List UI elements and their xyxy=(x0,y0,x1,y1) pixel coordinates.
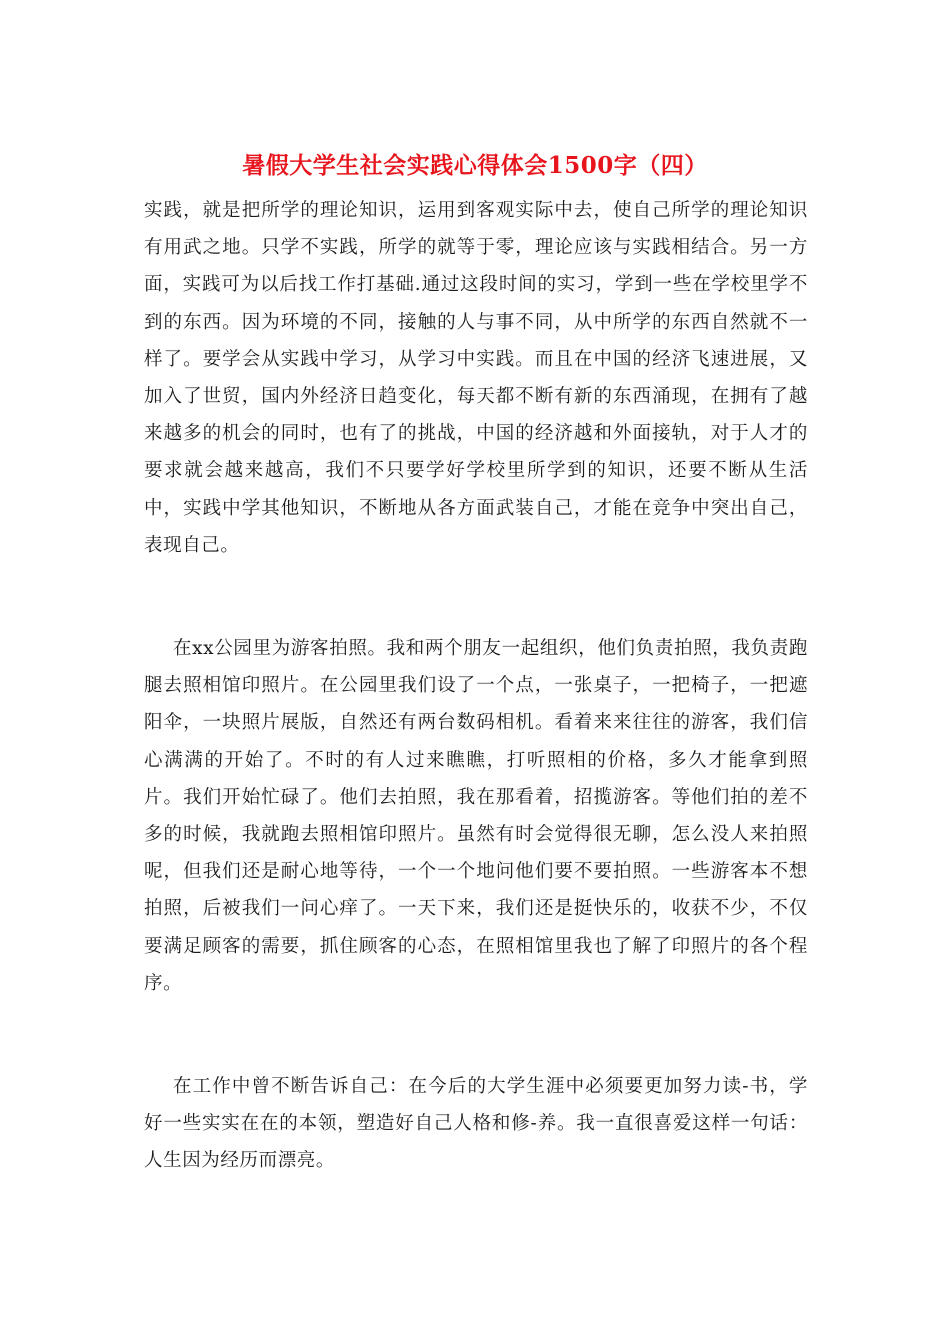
document-title: 暑假大学生社会实践心得体会1500字（四） xyxy=(242,152,708,179)
paragraph-1: 实践，就是把所学的理论知识，运用到客观实际中去，使自己所学的理论知识有用武之地。只学不实践，所学的就等于零，理论应该与实践相结合。另一方面，实践可为以后找工作打基础.通过这段时间的实习，学到一些在学校里学不到的东西。因为环境的不同，接触的人与事不同，从中所学的东西自然就不一样了。要学会从实践中学习，从学习中实践。而且在中国的经济飞速进展，又加入了世贸，国内外经济日趋变化，每天都不断有新的东西涌现，在拥有了越来越多的机会的同时，也有了的挑战，中国的经济越和外面接轨，对于人才的要求就会越来越高，我们不只要学好学校里所学到的知识，还要不断从生活中，实践中学其他知识，不断地从各方面武装自己，才能在竞争中突出自己，表现自己。 xyxy=(144,200,808,556)
paragraph-3: 在工作中曾不断告诉自己：在今后的大学生涯中必须要更加努力读-书，学好一些实实在在的本领，塑造好自己人格和修-养。我一直很喜爱这样一句话：人生因为经历而漂亮。 xyxy=(144,1076,808,1172)
paragraph-2: 在xx公园里为游客拍照。我和两个朋友一起组织，他们负责拍照，我负责跑腿去照相馆印照片。在公园里我们设了一个点，一张桌子，一把椅子，一把遮阳伞，一块照片展版，自然还有两台数码相机。看着来来往往的游客，我们信心满满的开始了。不时的有人过来瞧瞧，打听照相的价格，多久才能拿到照片。我们开始忙碌了。他们去拍照，我在那看着，招揽游客。等他们拍的差不多的时候，我就跑去照相馆印照片。虽然有时会觉得很无聊，怎么没人来拍照呢，但我们还是耐心地等待，一个一个地问他们要不要拍照。一些游客本不想拍照，后被我们一问心痒了。一天下来，我们还是挺快乐的，收获不少，不仅要满足顾客的需要，抓住顾客的心态，在照相馆里我也了解了印照片的各个程序。 xyxy=(144,638,808,994)
